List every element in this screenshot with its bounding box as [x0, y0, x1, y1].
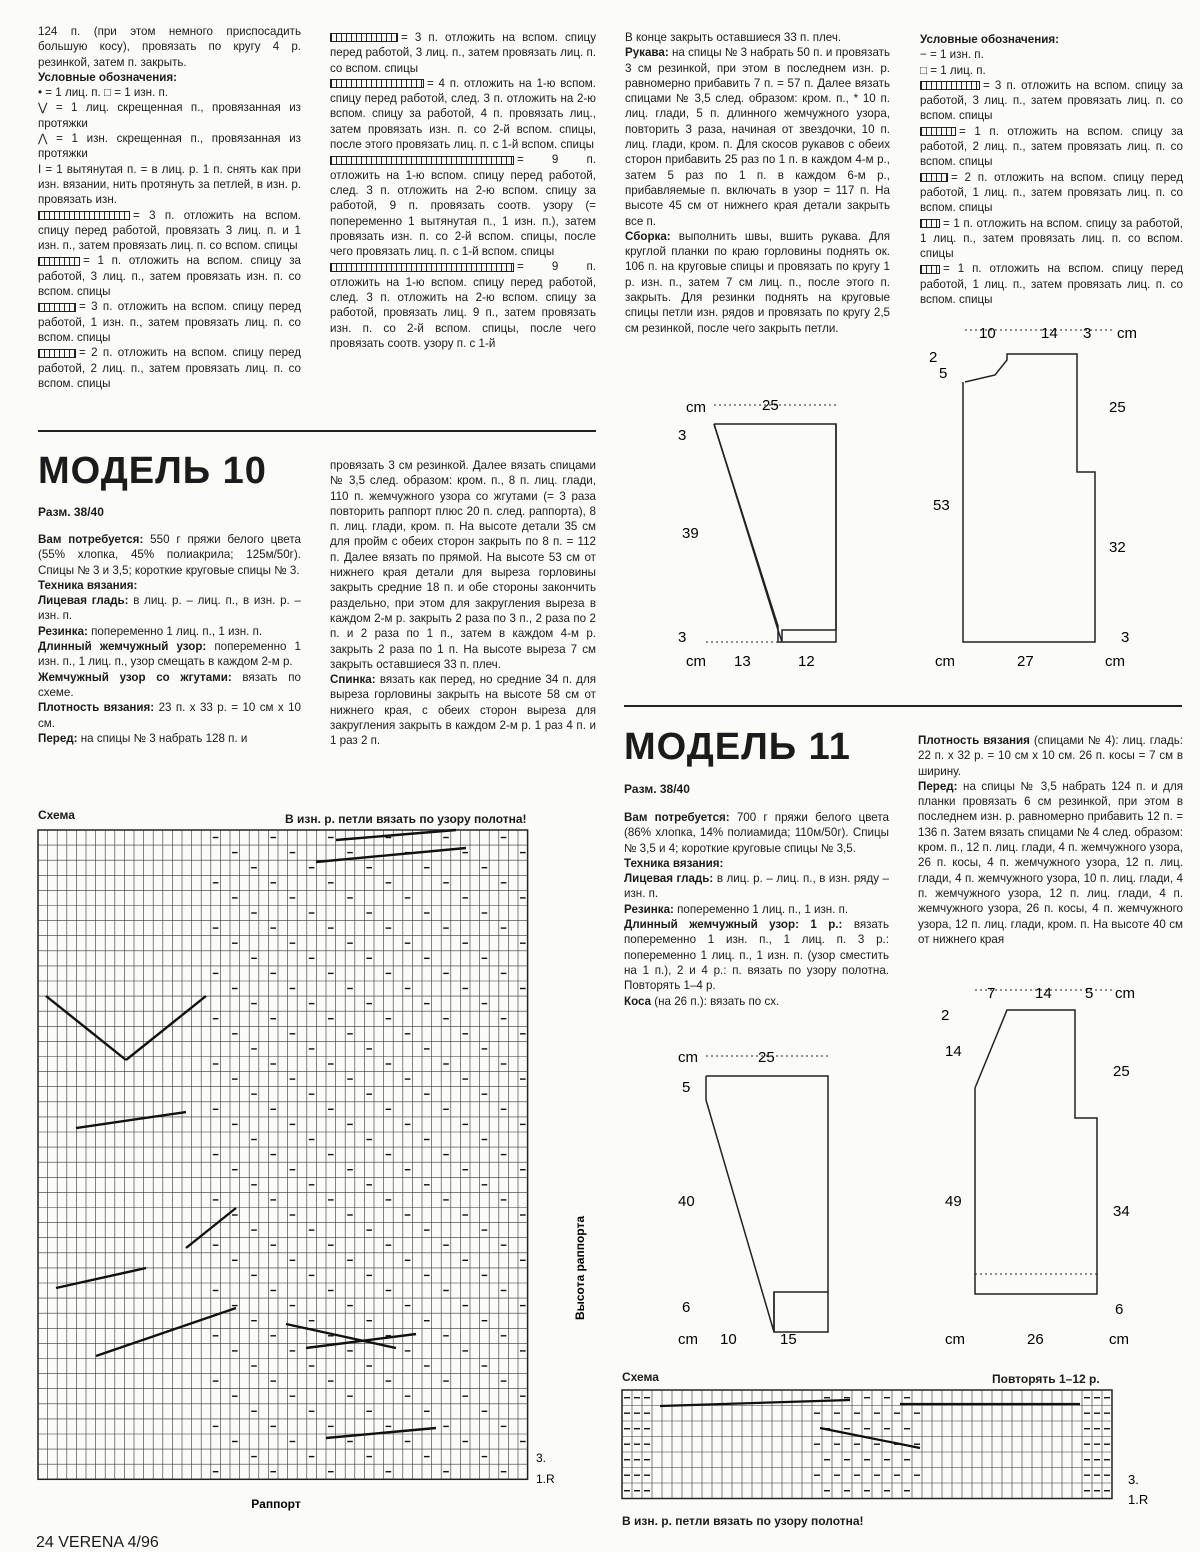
- technique-title: Техника вязания:: [38, 578, 138, 592]
- dim-label: 7: [987, 985, 996, 1002]
- cable-symbol-icon: [920, 219, 940, 228]
- technique-item: Длинный жемчужный узор: 1 р.: вязать попеременно 1 изн. п., 1 лиц. п. 3 р.: попеременно 1 лиц. п., 1 изн. п. (узор сместить на 1 п.), 2 и 4 р.: п. вязать по узору полотна. Повторять 1–4 р.: [624, 918, 889, 993]
- dim-label: cm: [1109, 1331, 1129, 1348]
- intro-text: 124 п. (при этом немного приспосадить большую косу), провязать по кругу 4 р. резинкой, затем п. закрыть.: [38, 25, 301, 69]
- chart-11-note: В изн. р. петли вязать по узору полотна!: [622, 1514, 864, 1528]
- density: Плотность вязания (спицами № 4): лиц. гладь: 22 п. х 32 р. = 10 см х 10 см. 26 п. косы = 7 см в ширину.: [918, 734, 1183, 778]
- row-3-label: 3.: [536, 1451, 547, 1465]
- cable-symbol-icon: [920, 265, 940, 274]
- front-text: провязать 3 см резинкой. Далее вязать спицами № 3,5 след. образом: кром. п., 8 п. лиц. глади, 110 п. жемчужного узора со жгутами (= 3 раза повторить раппорт плюс 20 п. след. раппорта), 8 п. лиц. глади, кром. п. На высоте детали 35 см для пройм с обеих сторон закрыть по 8 п. = 112 п. Далее вязать по прямой. На высоте 53 см от нижнего края детали для выреза горловины закрыть средние 18 п. и обе стороны закончить раздельно, при этом для закругления выреза в каждом 2-м р. закрыть 2 раза по 3 п., 2 раза по 2 п. и 2 раза по 1 п., затем в каждом 4-м р. закрыть 2 раза по 1 п. На высоте выреза 7 см закрыть оставшиеся 33 п. плеч.: [330, 459, 596, 671]
- technique-item: Жемчужный узор со жгутами: вязать по схеме.: [38, 670, 301, 699]
- dim-label: 6: [1115, 1301, 1124, 1318]
- technique-item: Лицевая гладь: в лиц. р. – лиц. п., в изн. р. – изн. п.: [38, 594, 301, 623]
- legend-item: = 3 п. отложить на вспом. спицу перед работой, 1 изн. п., затем провязать лиц. п. со вспом. спицы: [38, 300, 301, 344]
- column-4: [920, 32, 1183, 307]
- dim-label: 2: [941, 1007, 950, 1024]
- model-11-col-a: [624, 810, 889, 1009]
- dim-label: 14: [945, 1043, 962, 1060]
- model-11-size: Разм. 38/40: [624, 782, 690, 796]
- rapport-label: Раппорт: [251, 1497, 301, 1511]
- dim-label: 26: [1027, 1331, 1044, 1348]
- cable-symbol-icon: [38, 303, 76, 312]
- model-10-size: Разм. 38/40: [38, 505, 104, 519]
- legend-item: • = 1 лиц. п. □ = 1 изн. п.: [38, 86, 169, 100]
- technique-item: Коса (на 26 п.): вязать по сх.: [624, 994, 780, 1008]
- technique-item: Резинка: попеременно 1 лиц. п., 1 изн. п.: [624, 902, 849, 916]
- row-1-label: 1.R: [536, 1472, 555, 1486]
- dim-label: 10: [979, 325, 996, 342]
- dim-label: cm: [1105, 653, 1125, 670]
- dim-label: 25: [1113, 1063, 1130, 1080]
- cable-symbol-icon: [330, 263, 514, 272]
- dim-label: 3: [678, 427, 687, 444]
- technique-item: Перед: на спицы № 3 набрать 128 п. и: [38, 731, 248, 745]
- legend-item: = 9 п. отложить на 1-ю вспом. спицу перед работой, след. 3 п. отложить на 2-ю вспом. спицу за работой, 9 п. провязать соотв. узору (= попеременно 1 вытянутая п., 1 изн. п.), затем провязать изн. п. со 2-й вспом. спицы, после чего провязать лиц. п. с 1-й вспом. спицы: [330, 153, 596, 259]
- dim-label: 25: [762, 397, 779, 414]
- cable-symbol-icon: [330, 79, 424, 88]
- dim-label: 2: [929, 349, 938, 366]
- dim-label: 13: [734, 653, 751, 670]
- sleeve-10-diagram: [670, 390, 870, 680]
- dim-label: 32: [1109, 539, 1126, 556]
- dim-label: 3: [1083, 325, 1092, 342]
- technique-title: Техника вязания:: [624, 856, 724, 870]
- legend-item: = 4 п. отложить на 1-ю вспом. спицу перед работой, след. 3 п. отложить на 2-ю вспом. спицу за работой, 4 п. провязать лиц., затем провязать изн. п. со 2-й вспом. спицы, после этого провязать лиц. п. с 1-й вспом. спицы: [330, 76, 596, 152]
- body-10-diagram: [925, 320, 1165, 680]
- cable-symbol-icon: [920, 173, 948, 182]
- chart-11-grid: [620, 1388, 1180, 1508]
- cable-symbol-icon: [920, 127, 956, 136]
- column-1: [38, 24, 301, 391]
- dim-label: 25: [1109, 399, 1126, 416]
- front-paragraph: Перед: на спицы № 3,5 набрать 124 п. и для планки провязать 6 см резинкой, при этом в последнем изн. р. равномерно прибавить 12 п. = 136 п. Затем вязать спицами № 4 след. образом: кром. п., 12 п. лиц. глади, 4 п. жемчужного узора, 26 п. косы, 4 п. жемчужного узора, 12 п. лиц. глади, 4 п. жемчужного узора, 10 п. лиц. глади, 4 п. жемчужного узора, 12 п. лиц. глади, 4 п. жемчужного узора, 26 п. косы, 4 п. жемчужного узора, 12 п. лиц. глади, кром. п. На высоте 40 см от нижнего края: [918, 779, 1183, 946]
- cable-symbol-icon: [330, 33, 398, 42]
- legend-title: Условные обозначения:: [38, 70, 177, 84]
- legend-item: ⋁ = 1 лиц. скрещенная п., провязанная из протяжки: [38, 101, 301, 130]
- legend-item: − = 1 изн. п.: [920, 48, 984, 62]
- dim-label: 3: [1121, 629, 1130, 646]
- legend-item: = 1 п. отложить на вспом. спицу перед работой, 1 лиц. п., затем провязать лиц. п. со вспом. спицы: [920, 262, 1183, 307]
- technique-item: Плотность вязания: 23 п. х 33 р. = 10 см х 10 см.: [38, 701, 301, 730]
- dim-label: 5: [682, 1079, 691, 1096]
- legend-item: = 3 п. отложить на вспом. спицу перед работой, провязать 3 лиц. п. и 1 изн. п., затем провязать лиц. п. со вспом. спицы: [38, 208, 301, 253]
- cable-symbol-icon: [38, 211, 130, 220]
- dim-label: cm: [678, 1049, 698, 1066]
- legend-item: = 9 п. отложить на 1-ю вспом. спицу перед работой, след. 3 п. отложить на 2-ю вспом. спицу за работой, провязать лиц. 9 п., затем провязать изн. п. со 2-й вспом. спицы, после чего провязать соотв. узору п. с 1-й: [330, 260, 596, 350]
- materials: Вам потребуется: 700 г пряжи белого цвета (86% хлопка, 14% полиамида; 110м/50г). Спицы № 3,5 и 4; короткие круговые спицы № 3,5.: [624, 811, 889, 855]
- legend-item: = 1 п. отложить на вспом. спицу за работой, 1 лиц. п., затем провязать лиц. п. со вспом. спицы: [920, 216, 1183, 261]
- legend-item: = 3 п. отложить на вспом. спицу перед работой, 3 лиц. п., затем провязать лиц. п. со вспом. спицы: [330, 31, 596, 75]
- dim-label: 49: [945, 1193, 962, 1210]
- cable-symbol-icon: [38, 349, 76, 358]
- legend-item: □ = 1 лиц. п.: [920, 63, 986, 77]
- chart-10-title: Схема: [38, 808, 75, 822]
- technique-item: Резинка: попеременно 1 лиц. п., 1 изн. п.: [38, 624, 263, 638]
- page-footer: 24 VERENA 4/96: [36, 1534, 159, 1551]
- technique-item: Лицевая гладь: в лиц. р. – лиц. п., в изн. ряду – изн. п.: [624, 872, 889, 901]
- dim-label: cm: [935, 653, 955, 670]
- model-10-col-b: [330, 458, 596, 749]
- chart-10-grid: [36, 828, 587, 1528]
- dim-label: 10: [720, 1331, 737, 1348]
- model-10-col-a: [38, 532, 301, 746]
- technique-item: Длинный жемчужный узор: попеременно 1 изн. п., 1 лиц. п., узор смещать в каждом 2-м р.: [38, 640, 301, 669]
- chart-11-title: Схема: [622, 1370, 659, 1384]
- legend-item: = 2 п. отложить на вспом. спицу перед работой, 1 лиц. п., затем провязать лиц. п. со вспом. спицы: [920, 170, 1183, 215]
- legend-item: = 1 п. отложить на вспом. спицу за работой, 3 лиц. п., затем провязать изн. п. со вспом. спицы: [38, 254, 301, 299]
- dim-label: 15: [780, 1331, 797, 1348]
- cable-symbol-icon: [920, 81, 980, 90]
- section-rule: [38, 430, 596, 432]
- dim-label: 14: [1035, 985, 1052, 1002]
- chart-11-repeat: Повторять 1–12 р.: [992, 1372, 1100, 1386]
- cable-symbol-icon: [330, 156, 514, 165]
- dim-label: 53: [933, 497, 950, 514]
- row-3-label: 3.: [1128, 1472, 1139, 1487]
- legend-item: = 2 п. отложить на вспом. спицу перед работой, 2 лиц. п., затем провязать лиц. п. со вспом. спицы: [38, 346, 301, 390]
- dim-label: 25: [758, 1049, 775, 1066]
- model-10-title: МОДЕЛЬ 10: [38, 450, 267, 492]
- model-11-col-b: [918, 733, 1183, 947]
- dim-label: 6: [682, 1299, 691, 1316]
- row-1-label: 1.R: [1128, 1492, 1149, 1507]
- chart-10-note: В изн. р. петли вязать по узору полотна!: [285, 812, 527, 826]
- legend-title: Условные обозначения:: [920, 33, 1059, 46]
- dim-label: cm: [1117, 325, 1137, 342]
- assembly-paragraph: Сборка: выполнить швы, вшить рукава. Для круглой планки по краю горловины поднять ок. 106 п. на круговые спицы и провязать по кругу 1 р. изн. п., затем 7 см лиц. п., после этого п. закрыть. Для резинки поднять на круговые спицы петли изн. рядов и провязать по кругу 2,5 см резинкой, после чего закрыть петли.: [625, 229, 890, 335]
- dim-label: 12: [798, 653, 815, 670]
- legend-item: I = 1 вытянутая п. = в лиц. р. 1 п. снять как при изн. вязании, нить протянуть за петлей, в изн. р. провязать изн.: [38, 162, 301, 207]
- dim-label: 5: [939, 365, 948, 382]
- section-rule: [624, 705, 1182, 707]
- dim-label: 34: [1113, 1203, 1130, 1220]
- text-p1: В конце закрыть оставшиеся 33 п. плеч.: [625, 31, 842, 44]
- back-paragraph: Спинка: вязать как перед, но средние 34 п. для выреза горловины закрыть на высоте 58 см от нижнего края, с обеих сторон выреза для закругления закрыть в каждом 2-м р. 1 раз 4 п. и 1 раз 2 п.: [330, 673, 596, 748]
- legend-item: = 1 п. отложить на вспом. спицу за работой, 2 лиц. п., затем провязать лиц. п. со вспом. спицы: [920, 124, 1183, 169]
- repeat-height-label: Высота раппорта: [573, 1215, 587, 1321]
- body-11-diagram: [935, 978, 1165, 1348]
- dim-label: 14: [1041, 325, 1058, 342]
- dim-label: 3: [678, 629, 687, 646]
- column-3: [625, 30, 890, 336]
- dim-label: cm: [945, 1331, 965, 1348]
- dim-label: 40: [678, 1193, 695, 1210]
- model-11-title: МОДЕЛЬ 11: [624, 726, 851, 768]
- dim-label: 27: [1017, 653, 1034, 670]
- dim-label: cm: [1115, 985, 1135, 1002]
- sleeve-11-diagram: [670, 1040, 870, 1350]
- cable-symbol-icon: [38, 257, 80, 266]
- dim-label: cm: [686, 399, 706, 416]
- sleeve-paragraph: Рукава: на спицы № 3 набрать 50 п. и провязать 3 см резинкой, при этом в последнем изн. р. равномерно прибавить 7 п. = 57 п. Далее вязать спицами № 3,5 след. образом: кром. п., * 10 п. лиц. глади, 5 п. длинного жемчужного узора, повторить 3 раза, начиная от звездочки, 10 п. лиц. глади, кром. п. Для скосов рукавов с обеих сторон прибавить 25 раз по 1 п. в каждом 4-м р., затем 5 раз по 1 п. в каждом 6-м р., прибавляемые п. включать в узор = 117 п. На высоте 45 см от нижнего края детали закрыть все п.: [625, 46, 890, 228]
- dim-label: cm: [686, 653, 706, 670]
- dim-label: cm: [678, 1331, 698, 1348]
- dim-label: 5: [1085, 985, 1094, 1002]
- column-2: [330, 30, 596, 351]
- dim-label: 39: [682, 525, 699, 542]
- materials: Вам потребуется: 550 г пряжи белого цвета (55% хлопка, 45% полиакрила; 125м/50г). Спицы № 3 и 3,5; короткие круговые спицы № 3.: [38, 533, 301, 577]
- legend-item: = 3 п. отложить на вспом. спицу за работой, 3 лиц. п., затем провязать лиц. п. со вспом. спицы: [920, 78, 1183, 123]
- legend-item: ⋀ = 1 изн. скрещенная п., провязанная из протяжки: [38, 132, 301, 161]
